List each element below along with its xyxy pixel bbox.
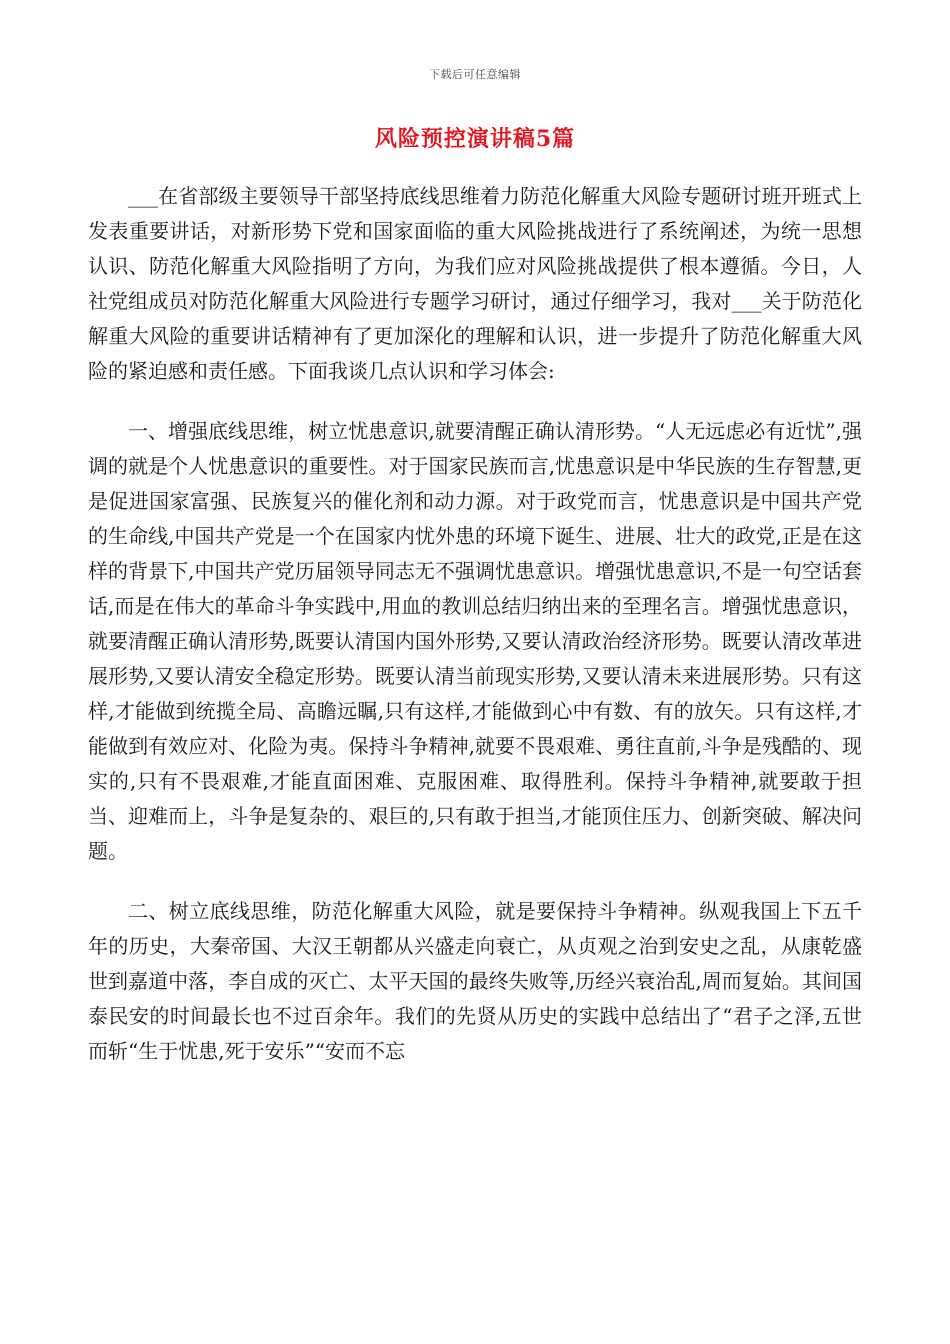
document-title: 风险预控演讲稿5篇 (374, 126, 576, 152)
paragraph-intro: ___在省部级主要领导干部坚持底线思维着力防范化解重大风险专题研讨班开班式上发表重要讲话，对新形势下党和国家面临的重大风险挑战进行了系统阐述，为统一思想认识、防范化解重大风险指明了方向，为我们应对风险挑战提供了根本遵循。今日，人社党组成员对防范化解重大风险进行专题学习研讨，通过仔细学习，我对___关于防范化解重大风险的重要讲话精神有了更加深化的理解和认识，进一步提升了防范化解重大风险的紧迫感和责任感。下面我谈几点认识和学习体会: (88, 184, 862, 383)
paragraph-section-one: 一、增强底线思维，树立忧患意识,就要清醒正确认清形势。“人无远虑必有近忧”,强调的就是个人忧患意识的重要性。对于国家民族而言,忧患意识是中华民族的生存智慧,更是促进国家富强、民族复兴的催化剂和动力源。对于政党而言，忧患意识是中国共产党的生命线,中国共产党是一个在国家内忧外患的环境下诞生、进展、壮大的政党,正是在这样的背景下,中国共产党历届领导同志无不强调忧患意识。增强忧患意识,不是一句空话套话,而是在伟大的革命斗争实践中,用血的教训总结归纳出来的至理名言。增强忧患意识，就要清醒正确认清形势,既要认清国内国外形势,又要认清政治经济形势。既要认清改革进展形势,又要认清安全稳定形势。既要认清当前现实形势,又要认清未来进展形势。只有这样,才能做到统揽全局、高瞻远瞩,只有这样,才能做到心中有数、有的放矢。只有这样,才能做到有效应对、化险为夷。保持斗争精神,就要不畏艰难、勇往直前,斗争是残酷的、现实的,只有不畏艰难,才能直面困难、克服困难、取得胜利。保持斗争精神,就要敢于担当、迎难而上，斗争是复杂的、艰巨的,只有敢于担当,才能顶住压力、创新突破、解决问题。 (88, 419, 862, 863)
header-note: 下载后可任意编辑 (429, 68, 521, 81)
paragraph-section-two: 二、树立底线思维，防范化解重大风险，就是要保持斗争精神。纵观我国上下五千年的历史，大秦帝国、大汉王朝都从兴盛走向衰亡，从贞观之治到安史之乱，从康乾盛世到嘉道中落，李自成的灭亡、太平天国的最终失败等,历经兴衰治乱,周而复始。其间国泰民安的时间最长也不过百余年。我们的先贤从历史的实践中总结出了“君子之泽,五世而斩“生于忧患,死于安乐”“安而不忘 (88, 899, 862, 1063)
document-body (88, 179, 862, 1069)
